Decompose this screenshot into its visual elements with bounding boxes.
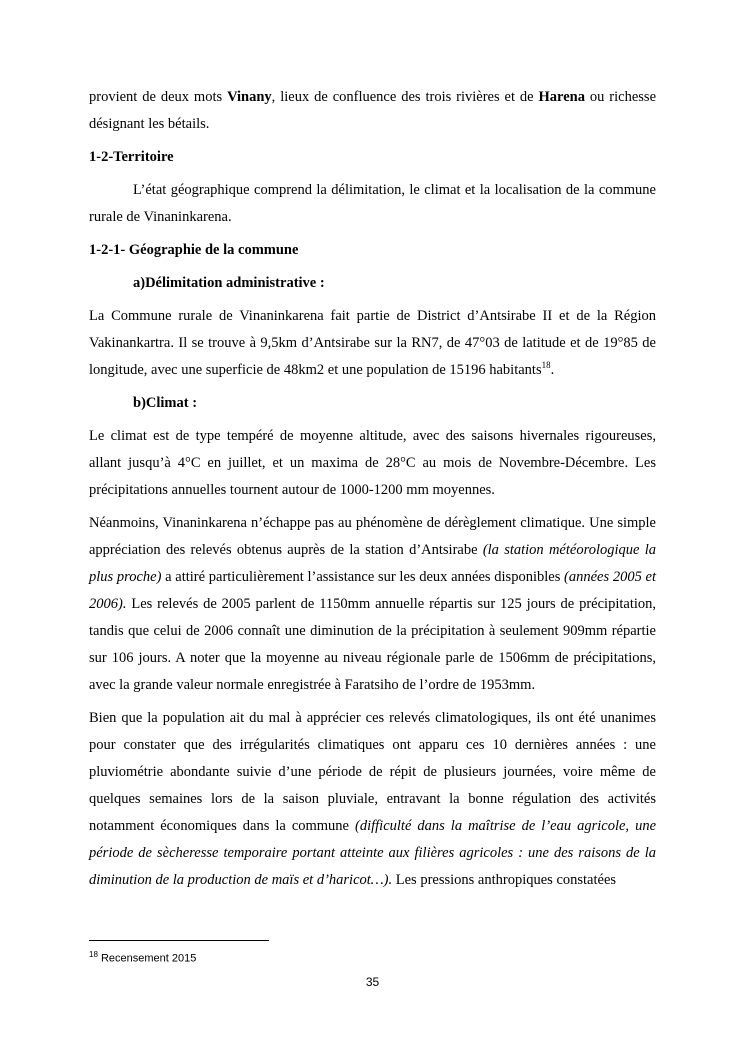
page-number: 35 xyxy=(365,975,380,989)
heading-climat: b)Climat : xyxy=(133,395,198,411)
bold-term-vinany: Vinany xyxy=(227,89,272,105)
paragraph-delimitation xyxy=(89,303,656,384)
page-body xyxy=(89,84,656,900)
paragraph-territoire: L’état géographique comprend la délimitation, le climat et la localisation de la commune rurale de Vinaninkarena. xyxy=(89,182,656,225)
bold-term-harena: Harena xyxy=(538,89,585,105)
text-run: La Commune rurale de Vinaninkarena fait partie de District d’Antsirabe II et de la Région Vakinankartra. Il se trouve à 9,5km d’Antsirabe sur la RN7, de 47°03 de latitude et de 19°85 de longitude, avec une superficie de 48km2 et une population de 15196 habitants xyxy=(89,308,656,378)
heading-territoire: 1-2-Territoire xyxy=(89,149,174,165)
text-run: Bien que la population ait du mal à apprécier ces relevés climatologiques, ils ont été unanimes pour constater que des irrégularités climatiques ont apparu ces 10 dernières années : une pluviométrie abondante suivie d’une période de répit de plusieurs journées, voire même de quelques semaines lors de la saison pluviale, entravant la bonne régulation des activités notamment économiques dans la commune xyxy=(89,710,656,834)
text-run: . xyxy=(550,362,555,378)
heading-geographie: 1-2-1- Géographie de la commune xyxy=(89,242,299,258)
paragraph-climat: Le climat est de type tempéré de moyenne altitude, avec des saisons hivernales rigoureuses, allant jusqu’à 4°C en juillet, et un maxima de 28°C au mois de Novembre-Décembre. Les précipitations annuelles tournent autour de 1000-1200 mm moyennes. xyxy=(89,428,656,498)
italic-run: (années 2005 et 2006). xyxy=(89,569,657,612)
footnote-number: 18 xyxy=(89,950,98,959)
text-run: Les pressions anthropiques constatées xyxy=(392,872,617,888)
footnote-text: Recensement 2015 xyxy=(97,952,197,965)
text-run: Néanmoins, Vinaninkarena n’échappe pas au phénomène de dérèglement climatique. Une simple appréciation des relevés obtenus auprès de la station d’Antsirabe xyxy=(89,515,656,558)
heading-delimitation: a)Délimitation administrative : xyxy=(133,275,325,291)
text-run: a attiré particulièrement l’assistance sur les deux années disponibles xyxy=(161,569,565,585)
paragraph-bien-que xyxy=(89,705,656,894)
text-run: provient de deux mots xyxy=(89,89,228,105)
footnote-reference: 18 xyxy=(541,360,551,371)
paragraph-etymology xyxy=(89,84,656,138)
text-run: , lieux de confluence des trois rivières et de xyxy=(271,89,539,105)
paragraph-neanmoins xyxy=(89,510,656,699)
text-run: Les relevés de 2005 parlent de 1150mm annuelle répartis sur 125 jours de précipitation, tandis que celui de 2006 connaît une diminution de la précipitation à seulement 909mm répartie sur 106 jours. A noter que la moyenne au niveau régionale parle de 1506mm de précipitations, avec la grande valeur normale enregistrée à Faratsiho de l’ordre de 1953mm. xyxy=(89,596,656,693)
italic-run: (la station météorologique la plus proche) xyxy=(89,542,656,585)
italic-run: (difficulté dans la maîtrise de l’eau agricole, une période de sècheresse temporaire portant atteinte aux filières agricoles : une des raisons de la diminution de la production de maïs et d’haricot…). xyxy=(89,818,657,888)
footnote-separator xyxy=(89,940,269,941)
footnote xyxy=(89,948,196,966)
text-run: ou richesse désignant les bétails. xyxy=(89,89,657,132)
